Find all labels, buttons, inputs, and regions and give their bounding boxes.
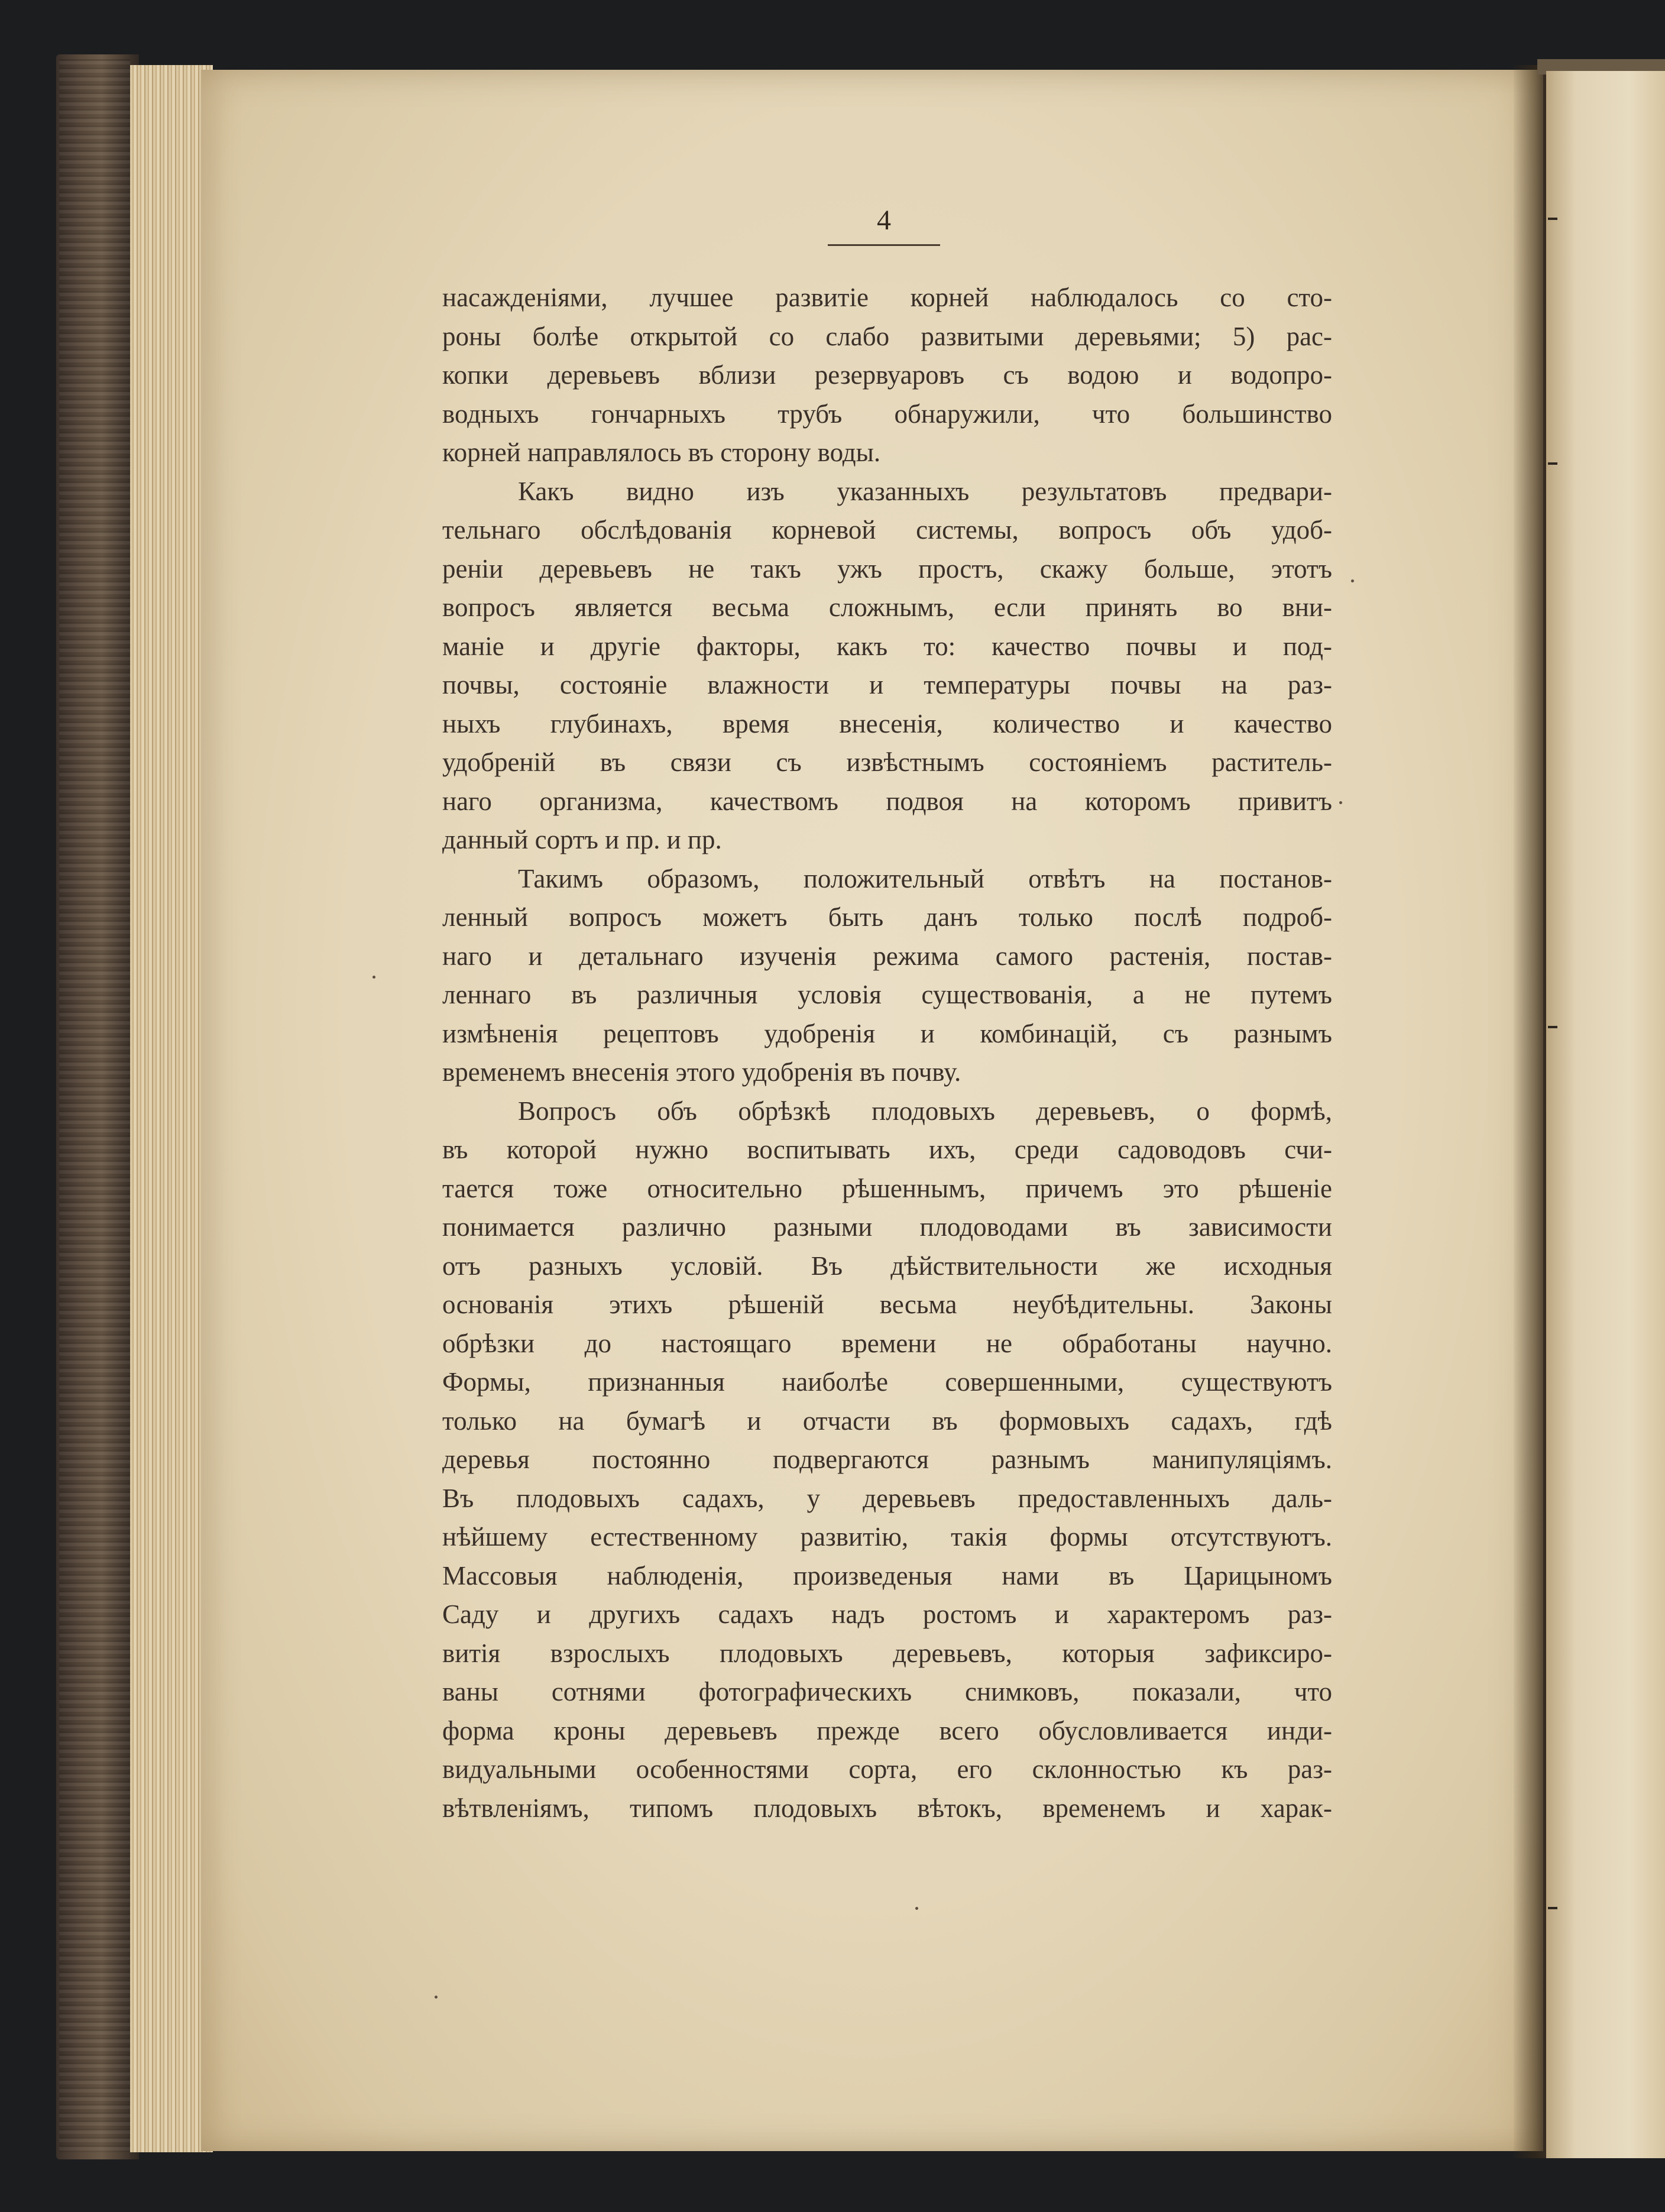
paper-speck <box>435 1996 438 1999</box>
text-line: деревья постоянно подвергаются разнымъ манипуляцiямъ. <box>442 1445 1332 1474</box>
text-line: измѣненiя рецептовъ удобренiя и комбинацiй, съ разнымъ <box>442 1018 1332 1048</box>
edge-mark <box>1548 462 1557 465</box>
text-line: наго и детальнаго изученiя режима самого растенiя, постав- <box>442 941 1332 971</box>
text-line: Массовыя наблюденiя, произведеныя нами въ Царицыномъ <box>442 1560 1332 1591</box>
text-line: манiе и другiе факторы, какъ то: качество почвы и под- <box>442 631 1332 661</box>
paper-speck <box>372 976 375 979</box>
text-line: Какъ видно изъ указанныхъ результатовъ предвари- <box>518 476 1332 506</box>
next-page-margin <box>1546 71 1665 2158</box>
text-line: только на бумагѣ и отчасти въ формовыхъ садахъ, гдѣ <box>442 1405 1332 1436</box>
edge-mark <box>1548 1026 1557 1028</box>
text-line: Вопросъ объ обрѣзкѣ плодовыхъ деревьевъ, о формѣ, <box>518 1096 1332 1126</box>
text-line: леннаго въ различныя условiя существованiя, а не путемъ <box>442 980 1332 1009</box>
text-line: ренiи деревьевъ не такъ ужъ простъ, скажу больше, этотъ <box>442 553 1332 584</box>
text-line: ныхъ глубинахъ, время внесенiя, количество и качество <box>442 708 1332 739</box>
text-line: удобренiй въ связи съ извѣстнымъ состоянiемъ раститель- <box>442 747 1332 777</box>
text-line: видуальными особенностями сорта, его склонностью къ раз- <box>442 1754 1332 1784</box>
text-line: роны болѣе открытой со слабо развитыми деревьями; 5) рас- <box>442 321 1332 351</box>
text-line: витiя взрослыхъ плодовыхъ деревьевъ, которыя зафиксиро- <box>442 1638 1332 1668</box>
text-line: наго организма, качествомъ подвоя на которомъ привитъ <box>442 786 1332 816</box>
text-line: основанiя этихъ рѣшенiй весьма неубѣдительны. Законы <box>442 1290 1332 1319</box>
text-line: Въ плодовыхъ садахъ, у деревьевъ предоставленныхъ даль- <box>442 1483 1332 1513</box>
text-line: понимается различно разными плодоводами въ зависимости <box>442 1212 1332 1242</box>
book-cover-texture <box>59 59 130 2152</box>
text-line: временемъ внесенiя этого удобренiя въ почву. <box>442 1057 961 1087</box>
text-line: ваны сотнями фотографическихъ снимковъ, показали, что <box>442 1677 1332 1706</box>
page-edges <box>130 65 213 2152</box>
page-gutter-shadow <box>1514 65 1549 2158</box>
paper-speck <box>1339 801 1342 804</box>
text-line: ленный вопросъ можетъ быть данъ только послѣ подроб- <box>442 902 1332 932</box>
text-line: въ которой нужно воспитывать ихъ, среди садоводовъ счи- <box>442 1135 1332 1164</box>
text-line: вопросъ является весьма сложнымъ, если принять во вни- <box>442 592 1332 622</box>
text-line: данный сортъ и пр. и пр. <box>442 825 722 854</box>
text-line: корней направлялось въ сторону воды. <box>442 438 881 467</box>
text-line: нѣйшему естественному развитiю, такiя формы отсутствуютъ. <box>442 1522 1332 1552</box>
text-line: водныхъ гончарныхъ трубъ обнаружили, что большинство <box>442 399 1332 429</box>
text-line: тельнаго обслѣдованiя корневой системы, вопросъ объ удоб- <box>442 515 1332 545</box>
edge-mark <box>1548 218 1557 220</box>
text-line: копки деревьевъ вблизи резервуаровъ съ водою и водопро- <box>442 360 1332 390</box>
text-line: обрѣзки до настоящаго времени не обработаны научно. <box>442 1328 1332 1358</box>
paper-speck <box>1351 579 1354 582</box>
text-line: тается тоже относительно рѣшеннымъ, причемъ это рѣшенiе <box>442 1173 1332 1203</box>
text-line: почвы, состоянiе влажности и температуры почвы на раз- <box>442 670 1332 699</box>
text-line: форма кроны деревьевъ прежде всего обусловливается инди- <box>442 1715 1332 1745</box>
text-line: вѣтвленiямъ, типомъ плодовыхъ вѣтокъ, временемъ и харак- <box>442 1793 1332 1823</box>
text-line: Такимъ образомъ, положительный отвѣтъ на постанов- <box>518 863 1332 893</box>
paper-speck <box>915 1907 918 1910</box>
page-number-rule <box>828 244 940 246</box>
text-line: Формы, признанныя наиболѣе совершенными, существуютъ <box>442 1367 1332 1397</box>
page-number: 4 <box>877 205 891 236</box>
text-line: отъ разныхъ условiй. Въ дѣйствительности же исходныя <box>442 1251 1332 1281</box>
edge-mark <box>1548 1907 1557 1909</box>
text-line: Саду и другихъ садахъ надъ ростомъ и характеромъ раз- <box>442 1599 1332 1629</box>
text-line: насажденiями, лучшее развитiе корней наблюдалось со сто- <box>442 283 1332 312</box>
